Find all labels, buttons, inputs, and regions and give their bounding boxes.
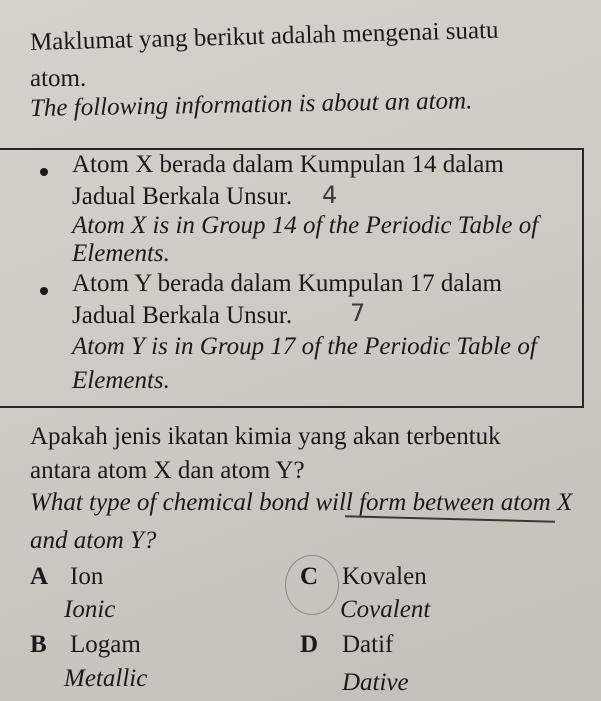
option-b-letter[interactable]: B bbox=[30, 631, 47, 658]
option-a-english: Ionic bbox=[64, 596, 116, 623]
pen-underline bbox=[345, 515, 555, 522]
option-c-english: Covalent bbox=[340, 596, 431, 623]
bullet-icon bbox=[40, 287, 48, 295]
item2-malay-line1: Atom Y berada dalam Kumpulan 17 dalam bbox=[72, 270, 502, 297]
item1-english-line1: Atom X is in Group 14 of the Periodic Table of bbox=[72, 212, 539, 239]
bullet-icon bbox=[40, 168, 48, 176]
option-c-malay[interactable]: Kovalen bbox=[342, 563, 427, 590]
item2-english-line2: Elements. bbox=[72, 367, 170, 394]
option-b-english: Metallic bbox=[64, 665, 148, 692]
option-d-english: Dative bbox=[342, 669, 409, 696]
intro-malay-line2: atom. bbox=[30, 65, 87, 92]
option-c-letter[interactable]: C bbox=[300, 563, 319, 590]
item2-malay-line2: Jadual Berkala Unsur. bbox=[72, 302, 293, 329]
item1-malay-line1: Atom X berada dalam Kumpulan 14 dalam bbox=[72, 151, 504, 178]
option-a-malay[interactable]: Ion bbox=[70, 563, 104, 590]
option-d-letter[interactable]: D bbox=[300, 631, 319, 658]
item2-english-line1: Atom Y is in Group 17 of the Periodic Table of bbox=[72, 333, 537, 360]
option-b-malay[interactable]: Logam bbox=[70, 631, 141, 658]
option-a-letter[interactable]: A bbox=[30, 563, 49, 590]
option-d-malay[interactable]: Datif bbox=[342, 631, 394, 658]
handwritten-note: 4 bbox=[322, 181, 338, 209]
item1-malay-line2: Jadual Berkala Unsur. bbox=[72, 183, 293, 210]
question-english-line1: What type of chemical bond will form between atom X bbox=[30, 489, 573, 516]
question-malay-line1: Apakah jenis ikatan kimia yang akan terbentuk bbox=[30, 423, 501, 450]
item1-english-line2: Elements. bbox=[72, 240, 170, 267]
handwritten-note: 7 bbox=[350, 299, 366, 327]
question-malay-line2: antara atom X dan atom Y? bbox=[30, 457, 305, 484]
intro-english: The following information is about an atom. bbox=[29, 87, 473, 122]
question-english-line2: and atom Y? bbox=[30, 527, 157, 554]
intro-malay-line1: Maklumat yang berikut adalah mengenai suatu bbox=[29, 16, 499, 56]
